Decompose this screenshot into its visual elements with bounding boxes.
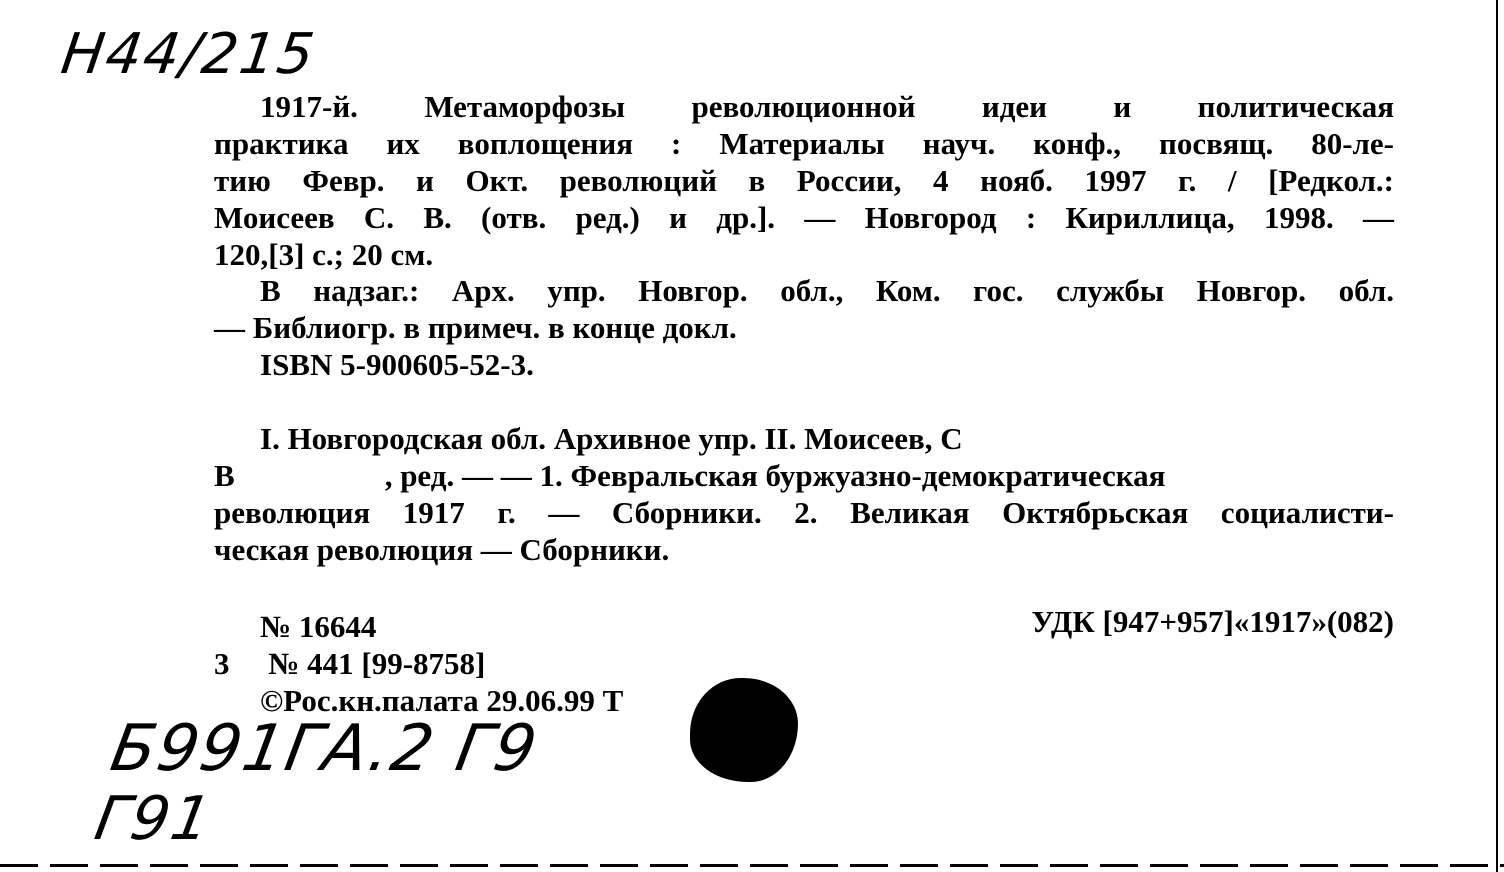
description-line: 1917-й. Метаморфозы революционной идеи и политическая (260, 89, 1394, 124)
handwritten-call-number: Б991ГА.2 Г9 (105, 712, 544, 786)
footer-number: № 441 [99-8758] (268, 646, 486, 681)
handwritten-author-mark: Г91 (89, 784, 218, 854)
tracing-line (214, 457, 1394, 494)
description-line: тию Февр. и Окт. революций в России, 4 нояб. 1997 г. / [Редкол.: (214, 163, 1394, 198)
tracing-line: революция 1917 г. — Сборники. 2. Великая Октябрьская социалисти- (214, 495, 1394, 530)
handwritten-shelf-code: Н44/215 (57, 22, 320, 87)
card-number-2 (214, 645, 623, 682)
bottom-border (0, 864, 1504, 867)
note-line: — Библиогр. в примеч. в конце докл. (214, 310, 737, 345)
description-line: 120,[3] с.; 20 см. (214, 237, 434, 272)
bibliographic-description (214, 88, 1394, 273)
description-line: практика их воплощения : Материалы науч. конф., посвящ. 80-ле- (214, 126, 1394, 161)
udk-code: УДК [947+957]«1917»(082) (1031, 604, 1394, 639)
tracing-line: ческая революция — Сборники. (214, 532, 670, 567)
note-line: В надзаг.: Арх. упр. Новгор. обл., Ком. гос. службы Новгор. обл. (260, 273, 1394, 308)
notes-section (214, 272, 1394, 383)
card-number: № 16644 (260, 609, 377, 644)
description-line: Моисеев С. В. (отв. ред.) и др.]. — Новгород : Кириллица, 1998. — (214, 200, 1394, 235)
ink-blot (690, 678, 798, 782)
copyright-line: ©Рос.кн.палата 29.06.99 Т (260, 683, 624, 718)
card-edge (1496, 0, 1498, 872)
footer-prefix: 3 (214, 646, 230, 681)
tracing-subjects: , ред. — — 1. Февральская буржуазно-демократическая (384, 458, 1166, 493)
isbn: ISBN 5-900605-52-3. (260, 347, 534, 382)
tracings-section (214, 420, 1394, 568)
tracing-line: I. Новгородская обл. Архивное упр. II. Моисеев, С (260, 421, 963, 456)
card-footer (214, 608, 623, 719)
tracing-initial: В (214, 458, 235, 493)
